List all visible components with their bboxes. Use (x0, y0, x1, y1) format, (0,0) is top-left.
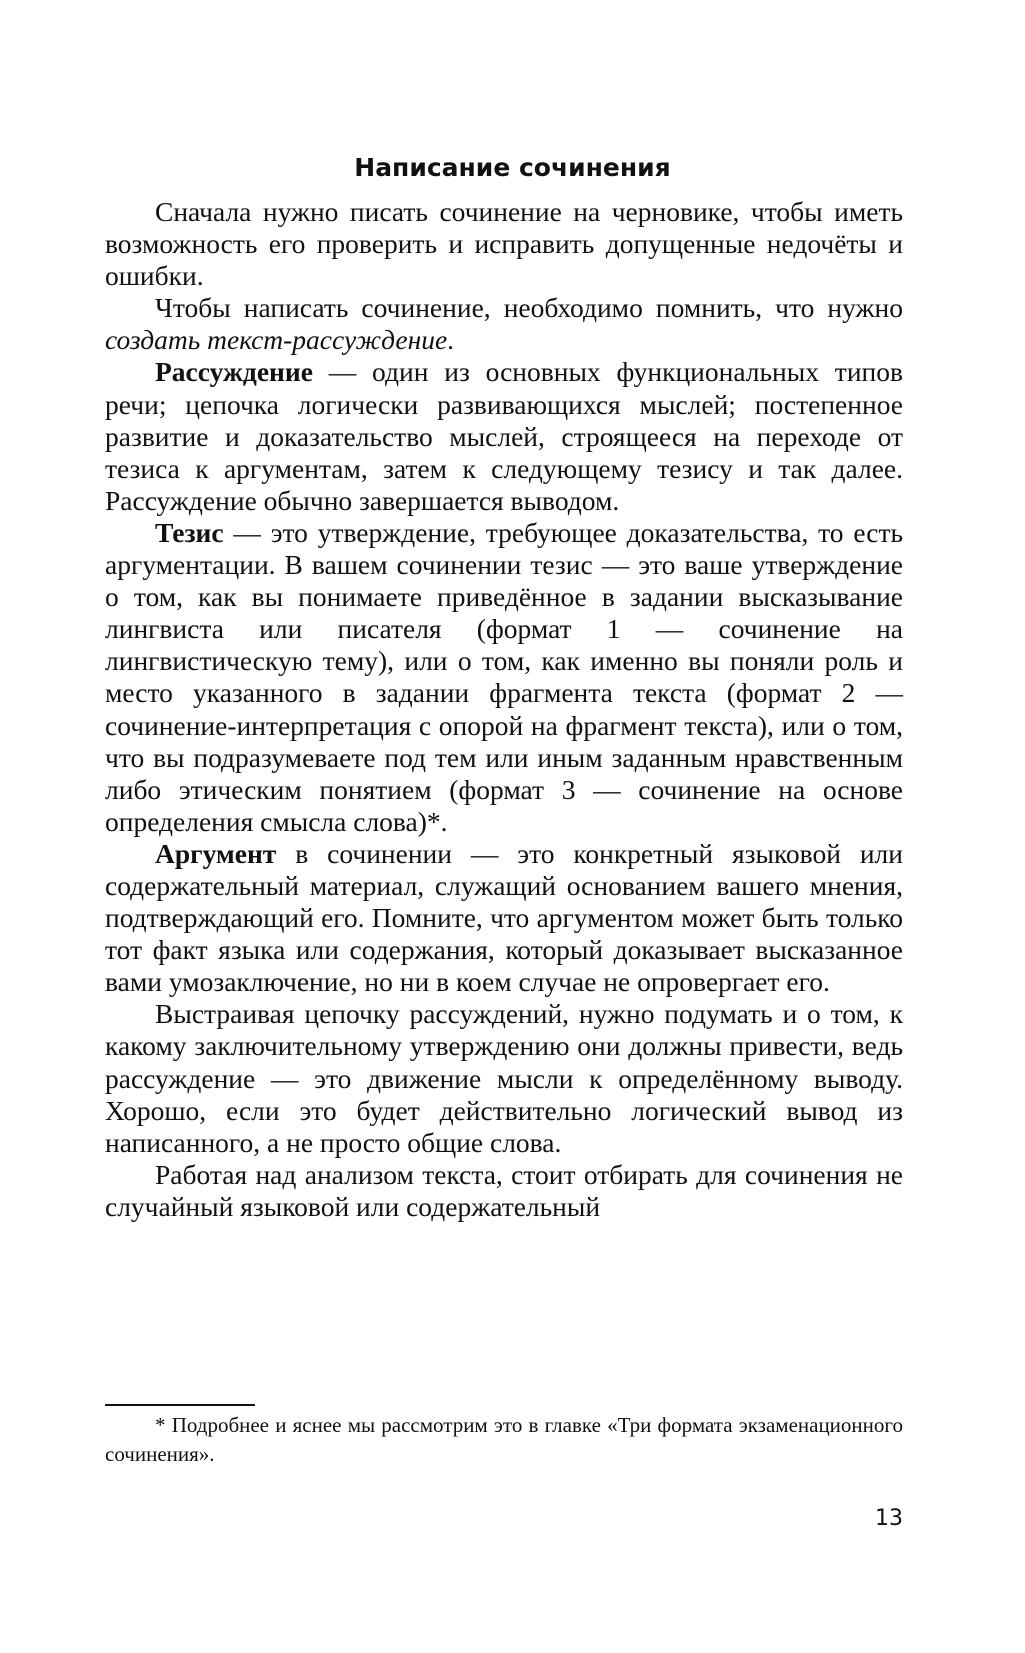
body-text (105, 196, 903, 1223)
paragraph-text-analysis: Работая над анализом текста, стоит отбирать для сочинения не случайный языковой или содержательный (105, 1158, 903, 1222)
term-reasoning: Рассуждение (155, 356, 313, 388)
footnote-divider (105, 1404, 255, 1406)
page-title: Написание сочинения (354, 153, 671, 182)
paragraph-draft: Сначала нужно писать сочинение на черновике, чтобы иметь возможность его проверить и исправить допущенные недочёты и ошибки. (105, 196, 903, 292)
emphasis-text: создать текст-рассуждение (105, 324, 448, 356)
paragraph-conclusion: Выстраивая цепочку рассуждений, нужно подумать и о том, к какому заключительному утверждению они должны привести, ведь рассуждение — это движение мысли к определённому выводу. Хорошо, если это будет действительно логический вывод из написанного, а не просто общие слова. (105, 998, 903, 1158)
paragraph-argument-definition: Аргумент в сочинении — это конкретный языковой или содержательный материал, служащий основанием вашего мнения, подтверждающий его. Помните, что аргументом может быть только тот факт языка или содержания, который доказывает высказанное вами умозаключение, но ни в коем случае не опровергает его. (105, 837, 903, 998)
paragraph-reasoning-intro: Чтобы написать сочинение, необходимо помнить, что нужно создать текст-рассуждение. (105, 292, 903, 356)
footnote: * Подробнее и яснее мы рассмотрим это в главке «Три формата экзаменационного сочинения». (105, 1413, 903, 1466)
paragraph-reasoning-definition: Рассуждение — один из основных функциональных типов речи; цепочка логически развивающихся мыслей; постепенное развитие и доказательство мыслей, строящееся на переходе от тезиса к аргументам, затем к следующему тезису и так далее. Рассуждение обычно завершается выводом. (105, 356, 903, 516)
term-argument: Аргумент (155, 837, 277, 869)
page-number: 13 (875, 1506, 903, 1531)
term-thesis: Тезис (155, 516, 224, 548)
paragraph-thesis-definition: Тезис — это утверждение, требующее доказательства, то есть аргументации. В вашем сочинении тезис — это ваше утверждение о том, как вы понимаете приведённое в задании высказывание лингвиста или писателя (формат 1 — сочинение на лингвистическую тему), или о том, как именно вы поняли роль и место указанного в задании фрагмента текста (формат 2 — сочинение-интерпретация с опорой на фрагмент текста), или о том, что вы подразумеваете под тем или иным заданным нравственным либо этическим понятием (формат 3 — сочинение на основе определения смысла слова)*. (105, 516, 903, 837)
